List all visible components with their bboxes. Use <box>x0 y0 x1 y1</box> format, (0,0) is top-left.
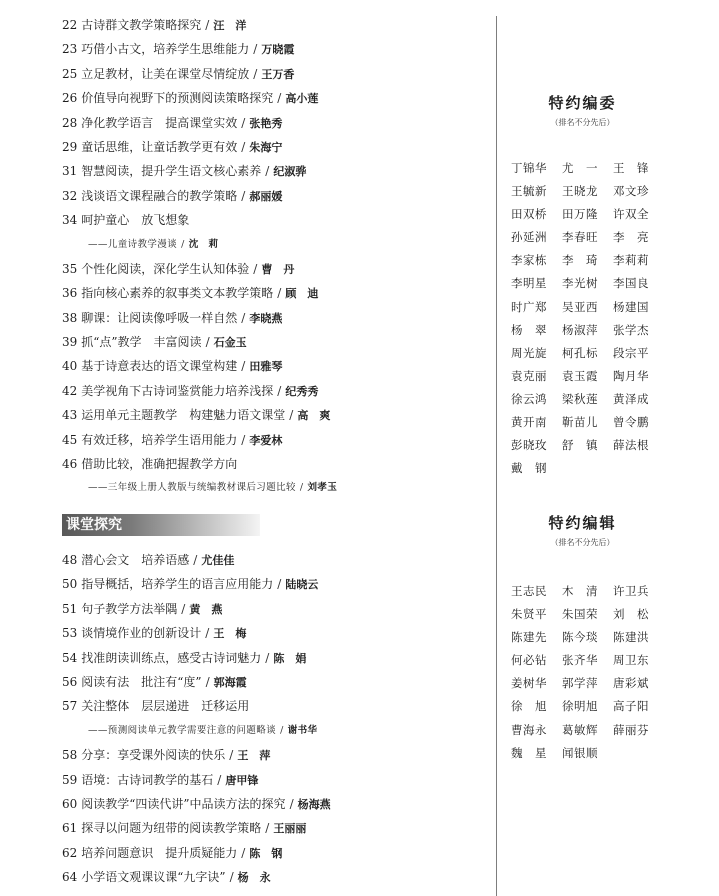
toc-page-number: 51 <box>62 601 78 616</box>
member-name: 张学杰 <box>613 322 649 337</box>
toc-page-number: 38 <box>62 310 78 325</box>
member-name: 李家栋 <box>511 253 547 268</box>
toc-page-number: 54 <box>62 650 78 665</box>
member-name: 王晓龙 <box>562 184 598 199</box>
toc-separator: / <box>241 115 246 130</box>
column-divider <box>496 16 497 896</box>
toc-separator: / <box>229 870 234 885</box>
member-name: 尤 一 <box>562 161 598 175</box>
member-name: 舒 镇 <box>562 438 598 453</box>
member-name: 刘 松 <box>613 607 649 622</box>
toc-title: 抓“点”教学 丰富阅读 <box>81 335 202 350</box>
member-name: 周卫东 <box>613 653 649 668</box>
toc-page-number: 26 <box>62 91 78 106</box>
member-name: 王毓新 <box>511 184 547 199</box>
toc-entry <box>62 694 488 718</box>
toc-author: 王 梅 <box>213 627 247 641</box>
toc-author: 王万香 <box>261 67 295 81</box>
toc-title: 关注整体 层层递进 迁移运用 <box>81 699 250 714</box>
toc-title: 聊课：让阅读像呼吸一样自然 <box>81 310 238 325</box>
toc-author: 朱海宁 <box>249 140 283 154</box>
toc-author: 陈 钢 <box>249 846 283 860</box>
member-name: 李春旺 <box>562 230 598 245</box>
member-name: 杨建国 <box>613 299 649 314</box>
special-editors-header <box>505 512 660 550</box>
toc-subtitle: ——三年级上册人教版与统编教材课后习题比较 <box>88 482 296 494</box>
toc-entry <box>62 257 488 281</box>
member-name: 陈建洪 <box>613 630 649 645</box>
toc-entry <box>62 572 488 596</box>
toc-separator: / <box>205 18 210 32</box>
toc-entry <box>62 841 488 865</box>
toc-separator: / <box>193 553 198 567</box>
toc-separator: / <box>253 42 258 57</box>
member-name: 李莉莉 <box>613 253 649 268</box>
toc-author: 王丽丽 <box>273 822 307 836</box>
member-name: 许卫兵 <box>613 584 649 598</box>
toc-separator: / <box>181 601 186 616</box>
toc-title: 探寻以问题为纽带的阅读教学策略 <box>81 821 262 836</box>
toc-author: 纪秀秀 <box>285 384 319 398</box>
member-name: 姜树华 <box>511 676 547 691</box>
toc-entry <box>62 354 488 378</box>
toc-page-number: 46 <box>62 457 78 472</box>
toc-separator: / <box>217 772 222 787</box>
member-name: 张齐华 <box>562 653 598 668</box>
toc-page-number: 59 <box>62 772 78 787</box>
toc-entry <box>62 159 488 183</box>
toc-entry <box>62 379 488 403</box>
toc-separator: / <box>265 821 270 836</box>
toc-author: 王 萍 <box>237 749 271 763</box>
toc-separator: / <box>241 188 246 203</box>
toc-title: 阅读有法 批注有“度” <box>81 674 202 689</box>
toc-title: 找准朗读训练点，感受古诗词魅力 <box>81 650 262 665</box>
toc-entry <box>62 13 488 37</box>
toc-author: 陆晓云 <box>285 578 319 592</box>
toc-page-number: 31 <box>62 164 78 179</box>
member-name: 许双全 <box>613 207 649 222</box>
toc-title: 有效迁移，培养学生语用能力 <box>81 432 238 447</box>
toc-subtitle-line <box>62 719 488 743</box>
toc-entry <box>62 281 488 305</box>
toc-author: 高小莲 <box>285 92 319 106</box>
toc-separator: / <box>277 577 282 592</box>
member-name: 薛丽芬 <box>613 722 649 737</box>
member-name: 田双桥 <box>511 207 547 222</box>
toc-entry <box>62 548 488 572</box>
toc-author: 曹 丹 <box>261 262 295 276</box>
member-name: 杨淑萍 <box>562 322 598 337</box>
member-name: 黄开南 <box>511 415 547 430</box>
toc-entry <box>62 111 488 135</box>
toc-separator: / <box>181 238 185 250</box>
toc-author: 郭海霞 <box>213 675 247 689</box>
toc-title: 净化教学语言 提高课堂实效 <box>81 115 238 130</box>
toc-author: 黄 燕 <box>189 602 223 616</box>
toc-title: 谈情境作业的创新设计 <box>81 626 202 641</box>
toc-author: 石金玉 <box>213 336 247 350</box>
member-name: 黄泽成 <box>613 391 649 406</box>
toc-separator: / <box>280 724 284 736</box>
toc-title: 浅谈语文课程融合的教学策略 <box>81 188 238 203</box>
toc-title: 智慧阅读，提升学生语文核心素养 <box>81 164 262 179</box>
toc-entry <box>62 768 488 792</box>
toc-entry <box>62 452 488 476</box>
toc-separator: / <box>277 383 282 398</box>
toc-author: 刘孝玉 <box>307 482 338 494</box>
toc-separator: / <box>277 286 282 301</box>
toc-page-number: 35 <box>62 261 78 276</box>
toc-separator: / <box>265 650 270 665</box>
toc-entry <box>62 62 488 86</box>
special-editors-names <box>511 580 664 765</box>
toc-author: 杨 永 <box>237 871 271 885</box>
member-name: 杨 翠 <box>511 322 547 337</box>
toc-entry <box>62 306 488 330</box>
toc-entry <box>62 670 488 694</box>
toc-entry <box>62 135 488 159</box>
member-name: 靳苗儿 <box>562 415 598 430</box>
member-name: 郭学萍 <box>562 676 598 691</box>
member-name: 陶月华 <box>613 368 649 383</box>
toc-entry <box>62 37 488 61</box>
toc-author: 纪淑骅 <box>273 165 307 179</box>
toc-title: 小学语文观课议课“九字诀” <box>81 870 226 885</box>
member-name: 王志民 <box>511 584 547 598</box>
toc-title: 个性化阅读，深化学生认知体验 <box>81 261 250 276</box>
toc-author: 高 爽 <box>297 409 331 423</box>
member-name: 戴 钢 <box>511 461 547 476</box>
member-name: 周光旋 <box>511 345 547 360</box>
toc-page-number: 39 <box>62 335 78 350</box>
editorial-board-header <box>505 92 660 130</box>
member-name: 徐 旭 <box>511 699 547 714</box>
toc-separator: / <box>241 139 246 154</box>
toc-separator: / <box>299 482 304 494</box>
toc-separator: / <box>241 845 246 860</box>
toc-entry <box>62 330 488 354</box>
toc-page-number: 61 <box>62 821 78 836</box>
toc-separator: / <box>253 261 258 276</box>
toc-separator: / <box>205 626 210 641</box>
toc-subtitle: ——预测阅读单元教学需要注意的问题略谈 <box>88 724 277 736</box>
special-editors-title: 特约编辑 <box>548 514 617 532</box>
toc-entry <box>62 646 488 670</box>
member-name: 木 清 <box>562 584 598 598</box>
toc-title: 句子教学方法举隅 <box>81 601 178 616</box>
toc-page-number: 43 <box>62 408 78 423</box>
toc-page-number: 28 <box>62 115 78 130</box>
member-name: 段宗平 <box>613 345 649 360</box>
special-editors-note: （排名不分先后） <box>550 538 615 547</box>
toc-separator: / <box>241 310 246 325</box>
toc-separator: / <box>241 359 246 374</box>
member-name: 朱国荣 <box>562 607 598 622</box>
section-title: 课堂探究 <box>66 517 122 533</box>
toc-author: 顾 迪 <box>285 287 319 301</box>
toc-page-number: 57 <box>62 699 78 714</box>
member-name: 丁锦华 <box>511 161 547 175</box>
member-name: 徐明旭 <box>562 699 598 714</box>
toc-subtitle-line <box>62 476 488 500</box>
member-name: 邓文珍 <box>613 184 649 199</box>
toc-separator: / <box>289 796 294 811</box>
toc-entry <box>62 865 488 889</box>
toc-title: 童话思维，让童话教学更有效 <box>81 139 238 154</box>
toc-entry <box>62 86 488 110</box>
toc-title: 美学视角下古诗词鉴赏能力培养浅探 <box>81 383 274 398</box>
toc-page-number: 40 <box>62 359 78 374</box>
member-name: 李 琦 <box>562 253 598 268</box>
toc-title: 指向核心素养的叙事类文本教学策略 <box>81 286 274 301</box>
toc-title: 语境：古诗词教学的基石 <box>81 772 214 787</box>
toc-author: 杨海燕 <box>297 797 331 811</box>
toc-page-number: 34 <box>62 213 78 228</box>
toc-title: 立足教材，让美在课堂尽情绽放 <box>81 66 250 81</box>
toc-separator: / <box>265 164 270 179</box>
toc-page-number: 45 <box>62 432 78 447</box>
toc-author: 万晓霞 <box>261 43 295 57</box>
toc-separator: / <box>229 748 234 763</box>
member-name: 陈今琰 <box>562 630 598 645</box>
member-name: 薛法根 <box>613 438 649 453</box>
toc-page-number: 53 <box>62 626 78 641</box>
toc-author: 李晓燕 <box>249 311 283 325</box>
member-name: 时广郑 <box>511 299 547 314</box>
member-name: 朱贤平 <box>511 607 547 622</box>
toc-list-main <box>62 13 488 501</box>
toc-page-number: 36 <box>62 286 78 301</box>
toc-page-number: 32 <box>62 188 78 203</box>
member-name: 何必钻 <box>511 653 547 668</box>
toc-title: 分享：享受课外阅读的快乐 <box>81 748 226 763</box>
toc-title: 基于诗意表达的语文课堂构建 <box>81 359 238 374</box>
member-name: 闻银顺 <box>562 745 598 760</box>
toc-title: 指导概括，培养学生的语言应用能力 <box>81 577 274 592</box>
toc-page-number: 62 <box>62 845 78 860</box>
editorial-board-title: 特约编委 <box>548 94 617 112</box>
member-name: 魏 星 <box>511 745 547 760</box>
member-name: 李光树 <box>562 276 598 291</box>
member-name: 田万隆 <box>562 207 598 222</box>
member-name: 高子阳 <box>613 699 649 714</box>
member-name: 李 亮 <box>613 230 649 245</box>
member-name: 唐彩斌 <box>613 676 649 691</box>
toc-separator: / <box>205 335 210 350</box>
toc-author: 尤佳佳 <box>201 554 235 567</box>
section-header-classroom-inquiry <box>62 514 260 536</box>
toc-separator: / <box>289 408 294 423</box>
toc-page-number: 64 <box>62 870 78 885</box>
toc-title: 古诗群文教学策略探究 <box>81 18 202 32</box>
toc-page-number: 29 <box>62 139 78 154</box>
toc-subtitle-line <box>62 233 488 257</box>
member-name: 孙延洲 <box>511 230 547 245</box>
toc-title: 培养问题意识 提升质疑能力 <box>81 845 238 860</box>
toc-entry <box>62 208 488 232</box>
member-name: 葛敏辉 <box>562 722 598 737</box>
toc-title: 借助比较，准确把握教学方向 <box>81 457 238 472</box>
member-name: 袁玉霞 <box>562 368 598 383</box>
toc-entry <box>62 621 488 645</box>
member-name: 李明星 <box>511 276 547 291</box>
toc-page-number: 58 <box>62 748 78 763</box>
toc-author: 张艳秀 <box>249 116 283 130</box>
toc-page-number: 60 <box>62 796 78 811</box>
toc-separator: / <box>205 674 210 689</box>
toc-entry <box>62 597 488 621</box>
toc-author: 沈 莉 <box>188 238 219 250</box>
member-name: 李国良 <box>613 276 649 291</box>
toc-entry <box>62 743 488 767</box>
toc-title: 呵护童心 放飞想象 <box>81 213 190 228</box>
toc-title: 运用单元主题教学 构建魅力语文课堂 <box>81 408 286 423</box>
toc-title: 阅读教学“四读代讲”中品读方法的探究 <box>81 796 286 811</box>
toc-page-number: 50 <box>62 577 78 592</box>
toc-title: 巧借小古文，培养学生思维能力 <box>81 42 250 57</box>
member-name: 陈建先 <box>511 630 547 645</box>
toc-entry <box>62 792 488 816</box>
member-name: 袁克丽 <box>511 368 547 383</box>
toc-author: 唐甲锋 <box>225 773 259 787</box>
toc-page-number: 23 <box>62 42 78 57</box>
toc-entry <box>62 184 488 208</box>
toc-page-number: 56 <box>62 674 78 689</box>
toc-page-number: 42 <box>62 383 78 398</box>
member-name: 梁秋莲 <box>562 391 598 406</box>
toc-entry <box>62 428 488 452</box>
toc-entry <box>62 403 488 427</box>
toc-author: 陈 娟 <box>273 651 307 665</box>
member-name: 王 锋 <box>613 161 649 175</box>
toc-author: 李爱林 <box>249 433 283 447</box>
toc-author: 谢书华 <box>287 724 318 736</box>
editorial-board-note: （排名不分先后） <box>550 118 615 127</box>
toc-separator: / <box>241 432 246 447</box>
member-name: 柯孔标 <box>562 345 598 360</box>
toc-author: 郝丽媛 <box>249 189 283 203</box>
toc-page-number: 25 <box>62 66 78 81</box>
editorial-board-names <box>511 157 664 480</box>
toc-title: 价值导向视野下的预测阅读策略探究 <box>81 91 274 106</box>
toc-title: 潜心会文 培养语感 <box>81 553 190 567</box>
toc-author: 汪 洋 <box>213 19 247 32</box>
toc-entry <box>62 816 488 840</box>
member-name: 彭晓玫 <box>511 438 547 453</box>
toc-page-number: 48 <box>62 553 78 567</box>
toc-subtitle: ——儿童诗教学漫谈 <box>88 238 178 250</box>
toc-separator: / <box>253 66 258 81</box>
toc-list-classroom-inquiry <box>62 548 488 889</box>
member-name: 曹海永 <box>511 722 547 737</box>
member-name: 徐云鸿 <box>511 391 547 406</box>
toc-author: 田雅琴 <box>249 360 283 374</box>
member-name: 吴亚西 <box>562 299 598 314</box>
toc-page-number: 22 <box>62 18 78 32</box>
toc-separator: / <box>277 91 282 106</box>
member-name: 曾令鹏 <box>613 415 649 430</box>
